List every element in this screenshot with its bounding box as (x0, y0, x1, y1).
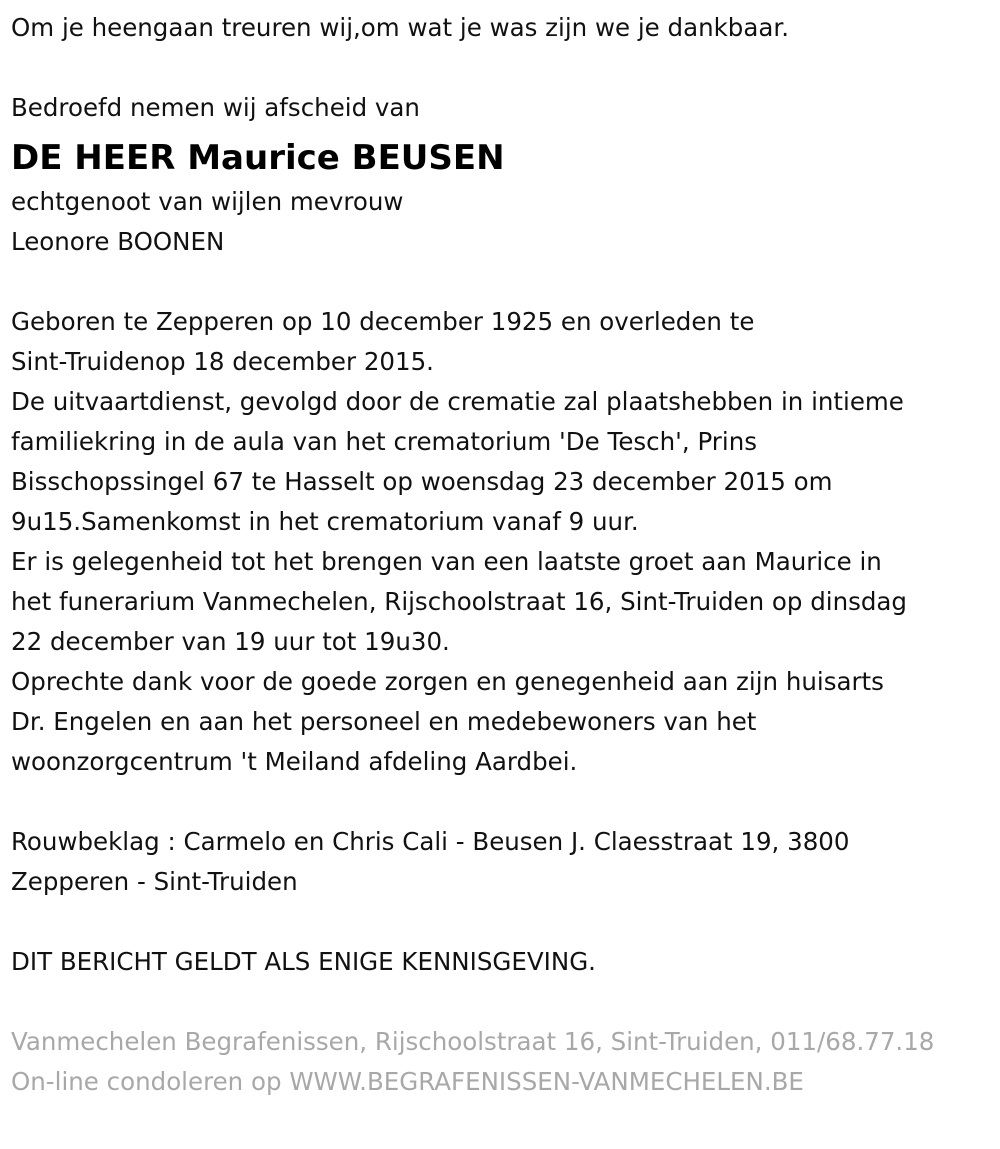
details-line: het funerarium Vanmechelen, Rijschoolstraat 16, Sint-Truiden op dinsdag (11, 587, 907, 616)
online-condolence-text: On-line condoleren op WWW.BEGRAFENISSEN-VANMECHELEN.BE (11, 1067, 804, 1096)
spacer (11, 902, 991, 942)
mourning-address-line-1: Rouwbeklag : Carmelo en Chris Cali - Beusen J. Claesstraat 19, 3800 (11, 827, 850, 856)
details-line: Oprechte dank voor de goede zorgen en genegenheid aan zijn huisarts (11, 667, 884, 696)
details-line: 9u15.Samenkomst in het crematorium vanaf 9 uur. (11, 507, 639, 536)
spacer (11, 48, 991, 88)
details-line: woonzorgcentrum 't Meiland afdeling Aardbei. (11, 747, 578, 776)
details-line: Sint-Truidenop 18 december 2015. (11, 347, 434, 376)
details-line: Dr. Engelen en aan het personeel en medebewoners van het (11, 707, 757, 736)
opening-verse: Om je heengaan treuren wij,om wat je was zijn we je dankbaar. (11, 13, 789, 42)
notice-text: DIT BERICHT GELDT ALS ENIGE KENNISGEVING. (11, 947, 596, 976)
deceased-name: DE HEER Maurice BEUSEN (11, 138, 505, 178)
details-line: familiekring in de aula van het crematorium 'De Tesch', Prins (11, 427, 757, 456)
details-line: Bisschopssingel 67 te Hasselt op woensdag 23 december 2015 om (11, 467, 833, 496)
details-paragraph (11, 302, 991, 782)
spouse-line-1: echtgenoot van wijlen mevrouw (11, 187, 404, 216)
details-line: Geboren te Zepperen op 10 december 1925 en overleden te (11, 307, 755, 336)
intro-text: Bedroefd nemen wij afscheid van (11, 93, 420, 122)
spacer (11, 262, 991, 302)
spacer (11, 782, 991, 822)
details-line: Er is gelegenheid tot het brengen van een laatste groet aan Maurice in (11, 547, 882, 576)
funeral-home-contact: Vanmechelen Begrafenissen, Rijschoolstraat 16, Sint-Truiden, 011/68.77.18 (11, 1027, 935, 1056)
obituary-document (11, 8, 991, 1102)
mourning-address-line-2: Zepperen - Sint-Truiden (11, 867, 298, 896)
spouse-line-2: Leonore BOONEN (11, 227, 225, 256)
details-line: 22 december van 19 uur tot 19u30. (11, 627, 450, 656)
details-line: De uitvaartdienst, gevolgd door de crematie zal plaatshebben in intieme (11, 387, 904, 416)
spacer (11, 982, 991, 1022)
